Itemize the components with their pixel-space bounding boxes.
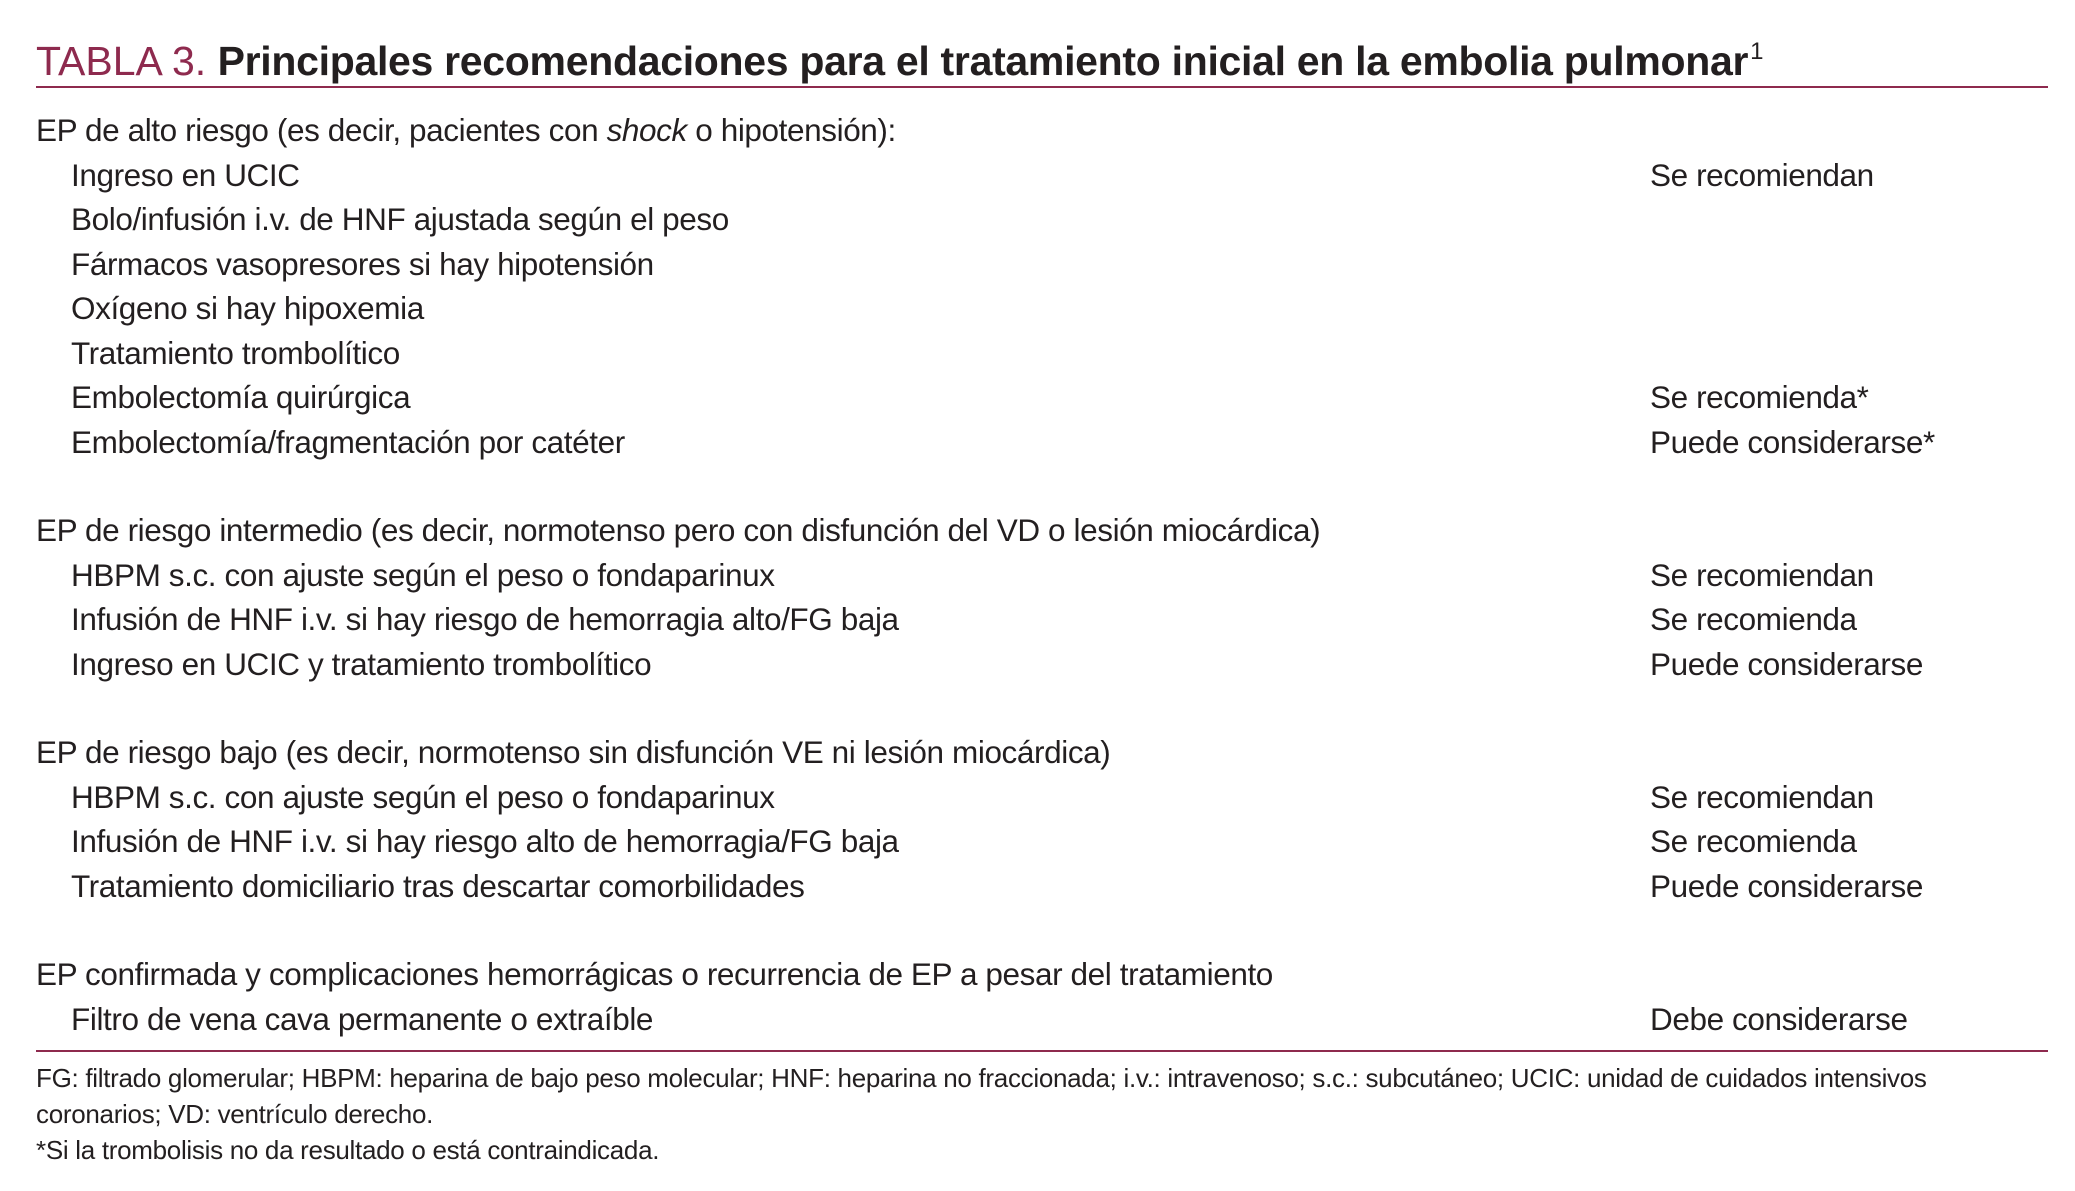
table-row <box>36 242 2048 287</box>
section-heading: EP de riesgo bajo (es decir, normotenso sin disfunción VE ni lesión miocárdica) <box>36 734 1111 770</box>
recommendation-level: Debe considerarse <box>1650 1000 1908 1037</box>
recommendation-level: Puede considerarse <box>1650 867 1923 904</box>
recommendation-item: HBPM s.c. con ajuste según el peso o fondaparinux <box>71 778 775 815</box>
asterisk-note: *Si la trombolisis no da resultado o está contraindicada. <box>36 1135 660 1165</box>
recommendation-level: Se recomienda <box>1650 601 1857 637</box>
heading-emphasis: shock <box>606 112 687 148</box>
recommendations-table <box>36 108 2048 1041</box>
recommendation-level: Se recomiendan <box>1650 156 1874 193</box>
recommendation-item: Tratamiento domiciliario tras descartar comorbilidades <box>71 867 805 904</box>
recommendation-level: Se recomienda <box>1650 823 1857 859</box>
recommendation-item: Ingreso en UCIC <box>71 156 300 193</box>
recommendation-item: Embolectomía quirúrgica <box>71 379 411 415</box>
recommendation-level: Puede considerarse <box>1650 645 1923 682</box>
section-low-risk <box>36 730 2048 908</box>
recommendation-item: Infusión de HNF i.v. si hay riesgo de hemorragia alto/FG baja <box>71 601 899 637</box>
section-high-risk <box>36 108 2048 464</box>
reference-marker: 1 <box>1750 38 1764 65</box>
section-heading: EP de riesgo intermedio (es decir, normotenso pero con disfunción del VD o lesión miocárdica) <box>36 512 1321 548</box>
table-row <box>36 597 2048 642</box>
recommendation-item: Oxígeno si hay hipoxemia <box>71 290 424 326</box>
recommendation-item: Infusión de HNF i.v. si hay riesgo alto de hemorragia/FG baja <box>71 823 899 859</box>
bottom-rule <box>36 1050 2048 1052</box>
recommendation-level: Puede considerarse* <box>1650 423 1935 460</box>
recommendation-item: Filtro de vena cava permanente o extraíble <box>71 1000 654 1037</box>
table-row <box>36 375 2048 420</box>
table-row <box>36 153 2048 198</box>
table-row <box>36 286 2048 331</box>
section-heading: EP de alto riesgo (es decir, pacientes con shock o hipotensión): <box>36 112 896 148</box>
table-footnotes <box>36 1060 2048 1168</box>
table-row <box>36 197 2048 242</box>
table-row <box>36 642 2048 687</box>
table-row <box>36 864 2048 909</box>
recommendation-level: Se recomiendan <box>1650 556 1874 593</box>
recommendation-item: Ingreso en UCIC y tratamiento trombolítico <box>71 645 652 682</box>
recommendation-item: HBPM s.c. con ajuste según el peso o fondaparinux <box>71 556 775 593</box>
recommendation-item: Bolo/infusión i.v. de HNF ajustada según el peso <box>71 201 729 237</box>
table-row <box>36 819 2048 864</box>
table-row <box>36 553 2048 598</box>
recommendation-level: Se recomienda* <box>1650 379 1869 415</box>
recommendation-item: Fármacos vasopresores si hay hipotensión <box>71 245 654 282</box>
recommendation-item: Tratamiento trombolítico <box>71 334 400 371</box>
recommendation-item: Embolectomía/fragmentación por catéter <box>71 423 625 460</box>
section-confirmed-complications <box>36 952 2048 1041</box>
top-rule <box>36 86 2048 88</box>
table-row <box>36 331 2048 376</box>
table-row <box>36 420 2048 465</box>
abbreviations-note: FG: filtrado glomerular; HBPM: heparina de bajo peso molecular; HNF: heparina no fraccionada; i.v.: intravenoso; s.c.: subcutáneo; UCIC: unidad de cuidados intensivos coronarios; VD: ventrículo derecho. <box>36 1063 1927 1129</box>
table-title <box>36 26 1764 87</box>
table-row <box>36 997 2048 1042</box>
section-intermediate-risk <box>36 508 2048 686</box>
table-row <box>36 775 2048 820</box>
table-title-text: Principales recomendaciones para el tratamiento inicial en la embolia pulmonar <box>217 38 1749 84</box>
section-heading: EP confirmada y complicaciones hemorrágicas o recurrencia de EP a pesar del tratamiento <box>36 956 1273 992</box>
table-label: TABLA 3. <box>36 38 207 84</box>
recommendation-level: Se recomiendan <box>1650 778 1874 815</box>
